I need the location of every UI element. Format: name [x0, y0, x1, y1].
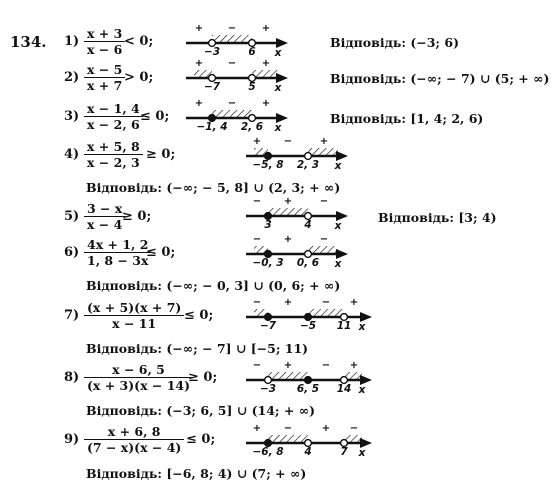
item-2-numerator: x − 5: [87, 62, 123, 77]
axis-7-variable-label: x: [358, 321, 366, 333]
axis-4-sign: −: [283, 136, 293, 147]
axis-4-point-label: 2, 3: [296, 159, 320, 171]
axis-4-sign: +: [319, 136, 329, 147]
axis-1-sign: +: [261, 23, 271, 34]
axis-2-sign: −: [227, 58, 237, 69]
item-9-denominator: (7 − x)(x − 4): [84, 439, 184, 455]
axis-8-point-label: 6, 5: [296, 383, 320, 395]
axis-7-sign: −: [321, 297, 331, 308]
item-5-denominator: x − 4: [84, 216, 125, 232]
item-9-numerator: x + 6, 8: [107, 424, 161, 439]
item-3-denominator: x − 2, 6: [84, 116, 143, 132]
axis-5-point-label: 4: [304, 219, 312, 231]
axis-9-sign: −: [349, 423, 359, 434]
axis-1-sign: −: [227, 23, 237, 34]
item-5-number: 5): [64, 209, 80, 224]
axis-6-point-label: −0, 3: [252, 257, 284, 269]
item-8-relation: ≥ 0;: [188, 370, 218, 385]
axis-6-variable-label: x: [334, 258, 342, 270]
axis-3-point-label: 2, 6: [240, 121, 264, 133]
axis-5-point-label: 3: [264, 219, 272, 231]
axis-2-sign: +: [261, 58, 271, 69]
axis-9-variable-label: x: [358, 447, 366, 459]
item-3-relation: ≤ 0;: [140, 109, 170, 124]
item-7-answer: Відповідь: (−∞; − 7] ∪ [−5; 11): [86, 341, 309, 356]
axis-7-point-label: 11: [336, 320, 352, 332]
axis-3-sign: +: [194, 98, 204, 109]
axis-9-sign: −: [283, 423, 293, 434]
axis-2-point-label: 5: [248, 81, 256, 93]
axis-9-point-label: −6, 8: [252, 446, 284, 458]
axis-2-variable-label: x: [274, 82, 282, 94]
item-6-number: 6): [64, 245, 80, 260]
item-2-denominator: x + 7: [84, 77, 125, 93]
item-1-numerator: x + 3: [87, 26, 123, 41]
item-2-answer: Відповідь: (−∞; − 7) ∪ (5; + ∞): [330, 71, 550, 86]
axis-1-point-label: 6: [248, 46, 256, 58]
item-5-numerator: 3 − x: [87, 201, 123, 216]
item-1-answer: Відповідь: (−3; 6): [330, 35, 460, 50]
item-5-relation: ≥ 0;: [122, 209, 152, 224]
axis-3-point-label: −1, 4: [196, 121, 228, 133]
axis-3-sign: +: [261, 98, 271, 109]
item-9-relation: ≤ 0;: [186, 432, 216, 447]
item-7-denominator: x − 11: [84, 315, 184, 331]
axis-7-sign: +: [349, 297, 359, 308]
axis-5-sign: −: [319, 196, 329, 207]
axis-8-sign: +: [349, 360, 359, 371]
axis-3-variable-label: x: [274, 122, 282, 134]
axis-9-sign: +: [252, 423, 262, 434]
axis-8-point-label: −3: [259, 383, 277, 395]
item-6-numerator: 4x + 1, 2: [87, 237, 149, 252]
axis-7-sign: +: [283, 297, 293, 308]
item-2-relation: > 0;: [124, 70, 154, 85]
axis-3-sign: −: [227, 98, 237, 109]
item-1-denominator: x − 6: [84, 41, 125, 57]
axis-9-point-label: 7: [340, 446, 348, 458]
item-5-answer: Відповідь: [3; 4): [378, 210, 497, 225]
axis-2-sign: +: [194, 58, 204, 69]
item-6-relation: ≤ 0;: [146, 245, 176, 260]
item-4-answer: Відповідь: (−∞; − 5, 8] ∪ (2, 3; + ∞): [86, 180, 341, 195]
item-8-denominator: (x + 3)(x − 14): [84, 377, 193, 393]
axis-2-point-label: −7: [203, 81, 221, 93]
item-8-answer: Відповідь: (−3; 6, 5] ∪ (14; + ∞): [86, 403, 316, 418]
item-4-denominator: x − 2, 3: [84, 154, 143, 170]
axis-9-sign: +: [321, 423, 331, 434]
axis-6-sign: −: [319, 234, 329, 245]
axis-1-variable-label: x: [274, 47, 282, 59]
item-9-answer: Відповідь: [−6, 8; 4) ∪ (7; + ∞): [86, 466, 307, 481]
item-3-numerator: x − 1, 4: [87, 101, 140, 116]
problem-number: 134.: [10, 33, 47, 51]
axis-5-sign: +: [283, 196, 293, 207]
axis-9-point-label: 4: [304, 446, 312, 458]
item-2-number: 2): [64, 70, 80, 85]
axis-4-sign: +: [252, 136, 262, 147]
item-9-number: 9): [64, 432, 80, 447]
item-8-number: 8): [64, 370, 80, 385]
axis-5-variable-label: x: [334, 220, 342, 232]
axis-5-sign: −: [252, 196, 262, 207]
item-3-answer: Відповідь: [1, 4; 2, 6): [330, 111, 484, 126]
axis-8-sign: +: [283, 360, 293, 371]
item-6-denominator: 1, 8 − 3x: [84, 252, 151, 268]
axis-8-point-label: 14: [336, 383, 352, 395]
axis-8-sign: −: [252, 360, 262, 371]
axis-7-sign: −: [252, 297, 262, 308]
axis-7-point-label: −5: [299, 320, 317, 332]
item-6-answer: Відповідь: (−∞; − 0, 3] ∪ (0, 6; + ∞): [86, 278, 341, 293]
item-7-relation: ≤ 0;: [184, 308, 214, 323]
axis-6-point-label: 0, 6: [296, 257, 320, 269]
axis-1-point-label: −3: [203, 46, 221, 58]
item-8-numerator: x − 6, 5: [112, 362, 165, 377]
item-4-numerator: x + 5, 8: [87, 139, 140, 154]
axis-4-point-label: −5, 8: [252, 159, 284, 171]
axis-1-sign: +: [194, 23, 204, 34]
item-7-numerator: (x + 5)(x + 7): [87, 300, 182, 315]
axis-8-variable-label: x: [358, 384, 366, 396]
axis-6-sign: −: [252, 234, 262, 245]
item-7-number: 7): [64, 308, 80, 323]
axis-6-sign: +: [283, 234, 293, 245]
axis-8-sign: −: [321, 360, 331, 371]
item-4-number: 4): [64, 147, 80, 162]
item-1-number: 1): [64, 34, 80, 49]
item-3-number: 3): [64, 109, 80, 124]
axis-7-point-label: −7: [259, 320, 277, 332]
item-1-relation: < 0;: [124, 34, 154, 49]
axis-4-variable-label: x: [334, 160, 342, 172]
item-4-relation: ≥ 0;: [146, 147, 176, 162]
